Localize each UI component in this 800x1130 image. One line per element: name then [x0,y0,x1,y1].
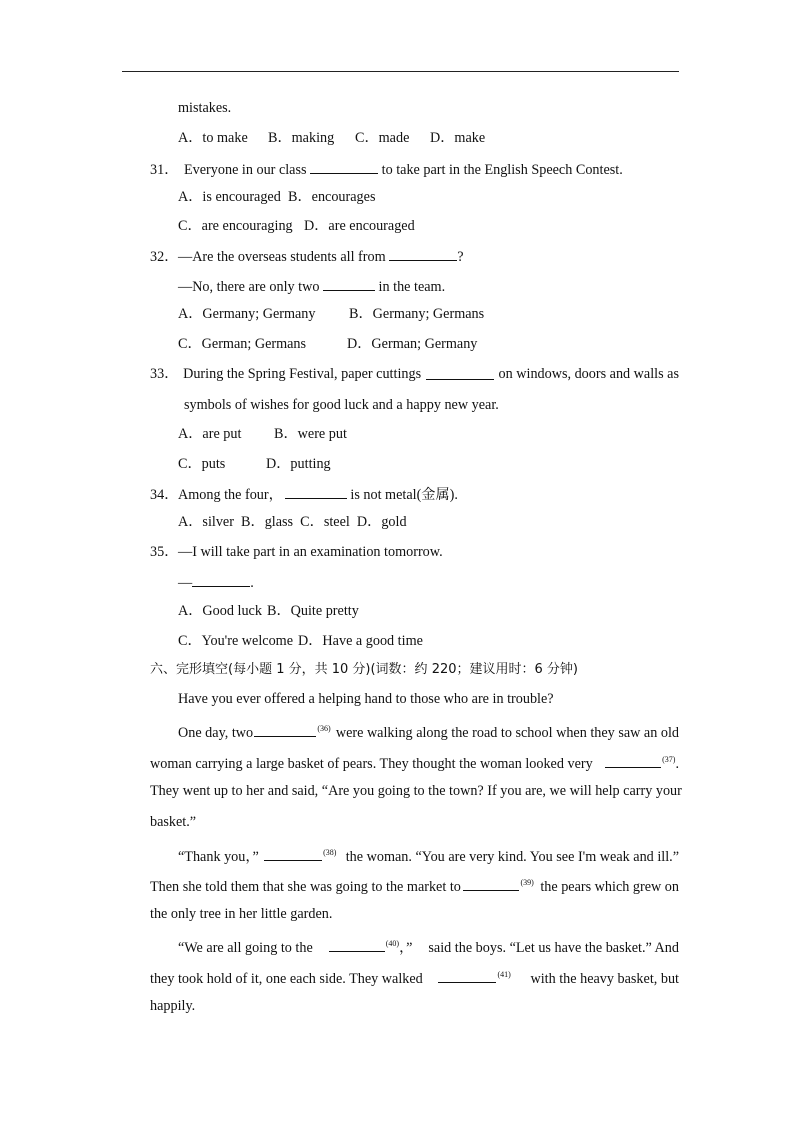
header-rule [122,71,679,72]
passage-p4-line1: “We are all going to the $^{(40)}$，” said the boys. “Let us have the basket.” And [178,939,679,956]
q30-option-d: D．make [430,130,486,146]
passage-p2-line4: basket.” [150,814,197,830]
q34-options: A．silver B．glass C．steel D．gold [178,514,407,530]
answer-blank [426,365,494,380]
passage-p3-line3: the only tree in her little garden. [150,906,333,922]
q34-stem: 34．Among the four， is not metal(金属). [150,484,458,504]
answer-blank-37 [605,753,661,768]
answer-blank [389,246,457,261]
q33-options-row1 [178,425,347,443]
q33-option-a: A．are put [178,426,242,442]
blank-number-37: (37) [662,755,676,764]
q30-option-c: C．made [355,130,410,146]
answer-blank [310,159,378,174]
q32-options-row1 [178,305,484,323]
q35-stem: 35．—I will take part in an examination tomorrow. [150,544,443,560]
q35-option-c: C．You're welcome [178,633,293,649]
passage-paragraph-1: Have you ever offered a helping hand to those who are in trouble? [178,691,554,707]
q32-number: 32． [150,249,179,265]
q34-number: 34． [150,487,179,503]
q32-line2: —No, there are only two in the team. [178,276,445,296]
q30-option-a: A．to make [178,130,248,146]
section-heading: 六、完形填空(每小题 1 分，共 10 分)(词数：约 220；建议用时：6 分钟) [150,662,578,677]
answer-blank [192,572,250,587]
q35-line2: — . [178,572,254,592]
passage-p3-line1: “Thank you，” $^{(38)}$ the woman. “You are very kind. You see I'm weak and ill.” [178,848,679,865]
q32-options-row2 [178,335,477,353]
q33-option-c: C．puts [178,456,226,472]
blank-number-36: (36) [317,724,331,733]
blank-number-38: (38) [323,848,337,857]
q31-option-c: C．are encouraging [178,218,293,234]
q35-option-d: D．Have a good time [298,633,423,649]
q32-stem: 32．—Are the overseas students all from ? [150,246,464,266]
q30-stem-continued: mistakes. [178,100,232,116]
q32-option-c: C．German; Germans [178,336,307,352]
passage-p2-line1: One day, two $^{(36)}$ were walking along the road to school when they saw an old [178,724,679,741]
q35-number: 35． [150,544,179,560]
q31-option-d: D．are encouraged [304,218,415,234]
q31-options-row1 [178,188,375,206]
q30-option-b: B．making [268,130,335,146]
answer-blank-41 [438,968,496,983]
q33-stem: 33． During the Spring Festival, paper cuttings on windows, doors and walls as [150,366,679,382]
passage-p4-line2: they took hold of it, one each side. They walked $^{(41)}$ with the heavy basket, but [150,970,679,987]
answer-blank [323,276,375,291]
q35-options-row1 [178,602,359,620]
q31-stem: 31． Everyone in our class to take part in the English Speech Contest. [150,159,623,179]
passage-p3-line2: Then she told them that she was going to the market to $^{(39)}$ the pears which grew on [150,878,679,895]
q31-option-b: B．encourages [288,189,376,205]
answer-blank-39 [463,876,519,891]
q32-option-a: A．Germany; Germany [178,306,316,322]
q30-options [178,129,485,147]
passage-p2-line2: woman carrying a large basket of pears. They thought the woman looked very $^{(37)}$. [150,755,679,772]
answer-blank-38 [264,846,322,861]
q32-option-b: B．Germany; Germans [349,306,485,322]
q33-options-row2 [178,455,331,473]
blank-number-41: (41) [497,970,511,979]
q33-option-d: D．putting [266,456,331,472]
answer-blank-36 [254,722,316,737]
q35-option-a: A．Good luck [178,603,262,619]
q35-option-b: B．Quite pretty [267,603,359,619]
q31-number: 31． [150,162,179,178]
q33-option-b: B．were put [274,426,347,442]
answer-blank-40 [329,937,385,952]
q33-number: 33． [150,366,179,382]
blank-number-40: (40) [385,939,400,948]
q31-option-a: A．is encouraged [178,189,281,205]
q33-stem-line2: symbols of wishes for good luck and a happy new year. [184,397,499,413]
passage-p2-line3: They went up to her and said, “Are you going to the town? If you are, we will help carry your [150,783,682,799]
q31-options-row2 [178,217,415,235]
answer-blank [285,484,347,499]
blank-number-39: (39) [520,878,534,887]
q35-options-row2 [178,632,423,650]
passage-p4-line3: happily. [150,998,196,1014]
q32-option-d: D．German; Germany [347,336,478,352]
